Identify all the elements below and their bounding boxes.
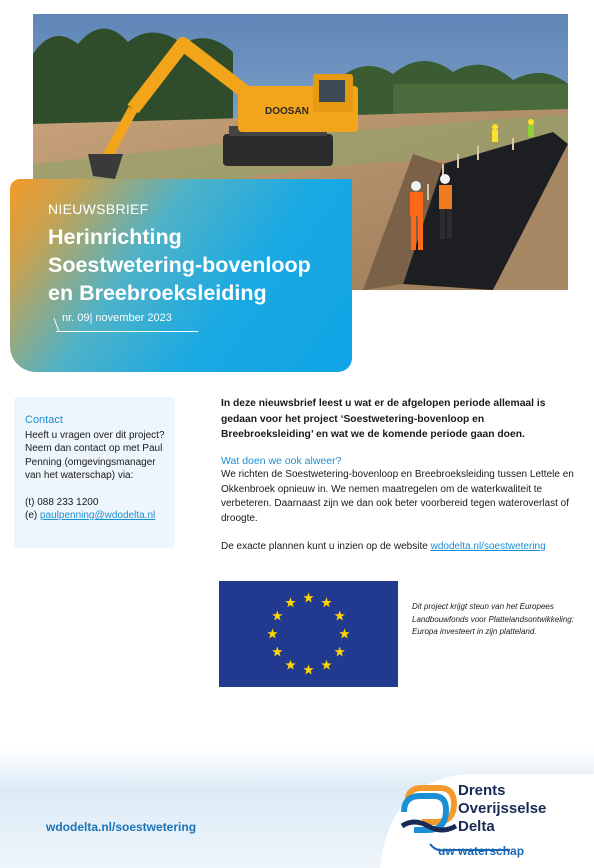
eu-star-icon [334, 647, 344, 657]
website-paragraph [221, 540, 576, 555]
contact-line: Neem dan contact op met Paul [25, 443, 163, 454]
eu-star-icon [321, 660, 331, 670]
issue-label: nr. 09| november 2023 [62, 312, 172, 324]
eu-caption: Dit project krijgt steun van het Europees Landbouwfonds voor Plattelandsontwikkeling: Europa investeert in zijn platteland. [412, 602, 574, 636]
contact-title: Contact [25, 414, 63, 426]
eu-star-icon [303, 665, 313, 675]
body-paragraph: We richten de Soestwetering-bovenloop en Breebroeksleiding tussen Lettele en Okkenbroek opnieuw in. We nemen maatregelen om de waterkwaliteit te verbeteren. Daarnaast zijn we dan ook beter voorbereid tegen wateroverlast of droogte. [221, 469, 574, 524]
contact-line: Heeft u vragen over dit project? [25, 429, 165, 441]
eu-star-icon [272, 611, 282, 621]
contact-line: van het waterschap) via: [25, 470, 134, 481]
eu-star-icon [272, 647, 282, 657]
title-card [10, 179, 352, 372]
contact-email-link[interactable]: paulpenning@wdodelta.nl [40, 510, 156, 521]
logo-wordmark [458, 782, 546, 836]
excavator-brand: DOOSAN [265, 106, 309, 117]
logo-line: Drents [458, 782, 506, 799]
eu-star-icon [334, 611, 344, 621]
main-column [221, 396, 576, 555]
eu-flag [219, 581, 398, 687]
contact-box [14, 397, 175, 548]
issue-underline [56, 331, 198, 332]
logo-line: Delta [458, 818, 495, 835]
footer-url[interactable]: wdodelta.nl/soestwetering [46, 820, 197, 834]
eu-star-icon [321, 597, 331, 607]
eu-star-icon [285, 597, 295, 607]
contact-phone: (t) 088 233 1200 [25, 496, 99, 508]
logo-line: Overijsselse [458, 800, 547, 817]
contact-email-prefix: (e) [25, 510, 40, 521]
section-subhead: Wat doen we ook alweer? [221, 454, 342, 467]
eu-star-icon [267, 629, 277, 639]
website-link[interactable]: wdodelta.nl/soestwetering [430, 541, 546, 552]
intro-lead: In deze nieuwsbrief leest u wat er de afgelopen periode allemaal is gedaan voor het project ‘Soestwetering-bovenloop en Breebroeksleiding’ en wat we de komende periode gaan doen. [221, 398, 546, 440]
issue-divider-tick [53, 318, 59, 332]
contact-email-row [25, 509, 167, 523]
website-text: De exacte plannen kunt u inzien op de website [221, 541, 431, 552]
newsletter-kicker: NIEUWSBRIEF [48, 201, 149, 217]
eu-star-icon [339, 629, 349, 639]
eu-star-icon [285, 660, 295, 670]
logo-subtitle: uw waterschap [438, 844, 525, 858]
eu-stars-icon [219, 581, 398, 687]
eu-star-icon [303, 593, 313, 603]
page-title: Herinrichting Soestwetering-bovenloop en Breebroeksleiding [48, 225, 311, 305]
contact-line: Penning (omgevingsmanager [25, 456, 156, 468]
